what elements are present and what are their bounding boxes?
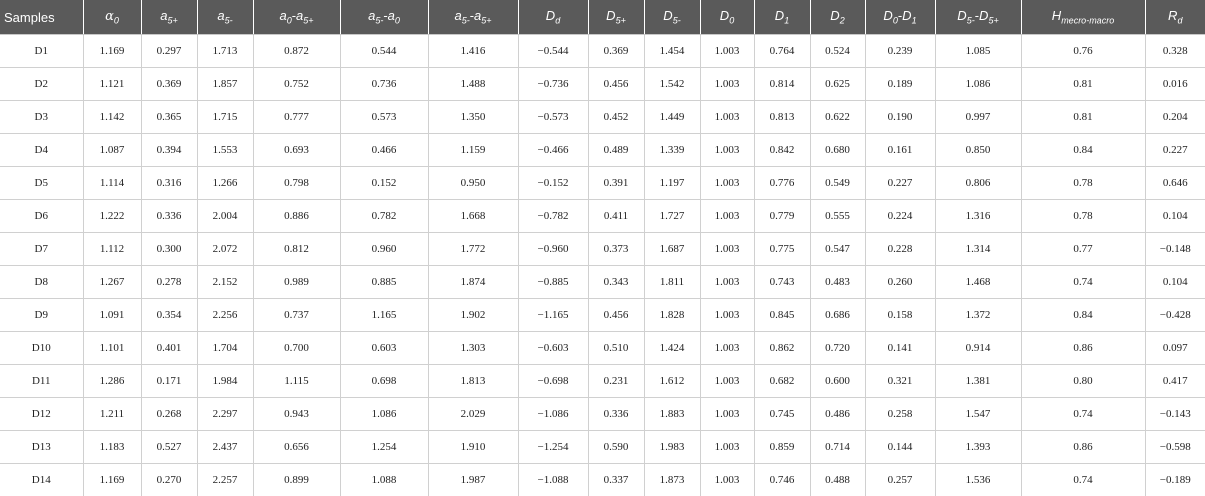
sample-label-cell: D3 (0, 101, 83, 134)
sample-label-cell: D11 (0, 365, 83, 398)
sample-label-cell: D7 (0, 233, 83, 266)
value-cell: 1.350 (428, 101, 518, 134)
value-cell: 1.086 (935, 68, 1021, 101)
value-cell: 1.547 (935, 398, 1021, 431)
value-cell: −1.086 (518, 398, 588, 431)
value-cell: 1.983 (644, 431, 700, 464)
value-cell: 0.573 (340, 101, 428, 134)
value-cell: 0.228 (865, 233, 935, 266)
value-cell: 0.736 (340, 68, 428, 101)
value-cell: 0.365 (141, 101, 197, 134)
column-header: $a_{5-}-a_{5+}$ (428, 0, 518, 35)
value-cell: −0.782 (518, 200, 588, 233)
value-cell: 0.456 (588, 299, 644, 332)
value-cell: 2.072 (197, 233, 253, 266)
value-cell: 1.339 (644, 134, 700, 167)
value-cell: −0.885 (518, 266, 588, 299)
column-header: $D_1$ (754, 0, 810, 35)
value-cell: 0.270 (141, 464, 197, 496)
value-cell: 0.646 (1145, 167, 1205, 200)
value-cell: 1.165 (340, 299, 428, 332)
value-cell: 0.456 (588, 68, 644, 101)
column-header: $a_{5-}$ (197, 0, 253, 35)
value-cell: 1.159 (428, 134, 518, 167)
value-cell: 0.394 (141, 134, 197, 167)
value-cell: 0.524 (810, 35, 865, 68)
value-cell: 0.239 (865, 35, 935, 68)
value-cell: 1.553 (197, 134, 253, 167)
value-cell: 0.158 (865, 299, 935, 332)
value-cell: 0.752 (253, 68, 340, 101)
value-cell: 0.336 (141, 200, 197, 233)
value-cell: 0.842 (754, 134, 810, 167)
sample-label-cell: D1 (0, 35, 83, 68)
value-cell: 0.680 (810, 134, 865, 167)
value-cell: 0.316 (141, 167, 197, 200)
value-cell: 0.81 (1021, 68, 1145, 101)
table-header-row (0, 0, 1205, 35)
value-cell: −0.603 (518, 332, 588, 365)
value-cell: −0.466 (518, 134, 588, 167)
value-cell: 0.590 (588, 431, 644, 464)
value-cell: 1.987 (428, 464, 518, 496)
value-cell: 0.80 (1021, 365, 1145, 398)
value-cell: 1.142 (83, 101, 141, 134)
sample-label-cell: D5 (0, 167, 83, 200)
sample-label-cell: D4 (0, 134, 83, 167)
table-row (0, 167, 1205, 200)
value-cell: 1.003 (700, 200, 754, 233)
column-header: $R_d$ (1145, 0, 1205, 35)
value-cell: 1.183 (83, 431, 141, 464)
value-cell: 0.016 (1145, 68, 1205, 101)
table-body (0, 35, 1205, 496)
table-row (0, 134, 1205, 167)
value-cell: 1.314 (935, 233, 1021, 266)
column-header: $a_0-a_{5+}$ (253, 0, 340, 35)
value-cell: 1.254 (340, 431, 428, 464)
value-cell: 0.603 (340, 332, 428, 365)
value-cell: −0.143 (1145, 398, 1205, 431)
value-cell: 0.411 (588, 200, 644, 233)
value-cell: 0.950 (428, 167, 518, 200)
table-row (0, 299, 1205, 332)
value-cell: 2.256 (197, 299, 253, 332)
value-cell: −0.189 (1145, 464, 1205, 496)
value-cell: 0.258 (865, 398, 935, 431)
value-cell: 1.612 (644, 365, 700, 398)
value-cell: 1.266 (197, 167, 253, 200)
value-cell: 0.104 (1145, 200, 1205, 233)
value-cell: 0.625 (810, 68, 865, 101)
value-cell: 0.257 (865, 464, 935, 496)
value-cell: 0.77 (1021, 233, 1145, 266)
table-row (0, 266, 1205, 299)
value-cell: 1.085 (935, 35, 1021, 68)
value-cell: 1.003 (700, 464, 754, 496)
value-cell: −0.428 (1145, 299, 1205, 332)
sample-label-cell: D13 (0, 431, 83, 464)
table-row (0, 101, 1205, 134)
value-cell: 2.297 (197, 398, 253, 431)
value-cell: 2.029 (428, 398, 518, 431)
value-cell: 1.488 (428, 68, 518, 101)
value-cell: 0.764 (754, 35, 810, 68)
value-cell: 1.115 (253, 365, 340, 398)
value-cell: 0.321 (865, 365, 935, 398)
value-cell: 0.850 (935, 134, 1021, 167)
value-cell: 1.468 (935, 266, 1021, 299)
value-cell: 0.746 (754, 464, 810, 496)
value-cell: 1.003 (700, 365, 754, 398)
value-cell: 2.257 (197, 464, 253, 496)
value-cell: 0.224 (865, 200, 935, 233)
value-cell: 0.700 (253, 332, 340, 365)
value-cell: 0.489 (588, 134, 644, 167)
value-cell: 1.772 (428, 233, 518, 266)
value-cell: 1.542 (644, 68, 700, 101)
value-cell: 1.197 (644, 167, 700, 200)
value-cell: 1.303 (428, 332, 518, 365)
value-cell: 2.004 (197, 200, 253, 233)
value-cell: 0.745 (754, 398, 810, 431)
value-cell: 1.003 (700, 398, 754, 431)
value-cell: 0.74 (1021, 398, 1145, 431)
value-cell: 0.343 (588, 266, 644, 299)
table-row (0, 332, 1205, 365)
value-cell: 0.989 (253, 266, 340, 299)
value-cell: 0.720 (810, 332, 865, 365)
value-cell: 1.003 (700, 68, 754, 101)
value-cell: 0.189 (865, 68, 935, 101)
value-cell: 0.486 (810, 398, 865, 431)
value-cell: 0.622 (810, 101, 865, 134)
value-cell: 1.416 (428, 35, 518, 68)
value-cell: −0.698 (518, 365, 588, 398)
value-cell: 0.81 (1021, 101, 1145, 134)
value-cell: −0.152 (518, 167, 588, 200)
value-cell: 0.74 (1021, 464, 1145, 496)
value-cell: 0.097 (1145, 332, 1205, 365)
table-row (0, 365, 1205, 398)
value-cell: 1.169 (83, 35, 141, 68)
value-cell: 0.872 (253, 35, 340, 68)
value-cell: 1.704 (197, 332, 253, 365)
column-header: $D_0$ (700, 0, 754, 35)
value-cell: 0.547 (810, 233, 865, 266)
sample-label-cell: D14 (0, 464, 83, 496)
value-cell: 1.169 (83, 464, 141, 496)
value-cell: 1.811 (644, 266, 700, 299)
value-cell: 0.336 (588, 398, 644, 431)
value-cell: 1.003 (700, 167, 754, 200)
value-cell: 0.806 (935, 167, 1021, 200)
value-cell: 0.777 (253, 101, 340, 134)
value-cell: 0.814 (754, 68, 810, 101)
value-cell: 0.204 (1145, 101, 1205, 134)
value-cell: 0.555 (810, 200, 865, 233)
value-cell: −1.165 (518, 299, 588, 332)
value-cell: 1.873 (644, 464, 700, 496)
column-header: $\alpha_0$ (83, 0, 141, 35)
value-cell: 0.190 (865, 101, 935, 134)
value-cell: 1.381 (935, 365, 1021, 398)
value-cell: 0.104 (1145, 266, 1205, 299)
sample-label-cell: D2 (0, 68, 83, 101)
value-cell: −0.736 (518, 68, 588, 101)
value-cell: 2.437 (197, 431, 253, 464)
value-cell: 0.693 (253, 134, 340, 167)
value-cell: 1.454 (644, 35, 700, 68)
value-cell: 1.316 (935, 200, 1021, 233)
value-cell: 1.267 (83, 266, 141, 299)
value-cell: 1.112 (83, 233, 141, 266)
value-cell: 1.286 (83, 365, 141, 398)
value-cell: 0.161 (865, 134, 935, 167)
value-cell: 0.401 (141, 332, 197, 365)
value-cell: 0.488 (810, 464, 865, 496)
value-cell: 0.227 (865, 167, 935, 200)
table-row (0, 431, 1205, 464)
value-cell: −0.573 (518, 101, 588, 134)
value-cell: 0.78 (1021, 200, 1145, 233)
value-cell: 0.943 (253, 398, 340, 431)
value-cell: 0.417 (1145, 365, 1205, 398)
value-cell: 1.121 (83, 68, 141, 101)
value-cell: 1.003 (700, 101, 754, 134)
value-cell: 1.874 (428, 266, 518, 299)
value-cell: 0.144 (865, 431, 935, 464)
value-cell: 0.297 (141, 35, 197, 68)
value-cell: 0.84 (1021, 134, 1145, 167)
value-cell: 1.902 (428, 299, 518, 332)
value-cell: 0.845 (754, 299, 810, 332)
value-cell: 1.713 (197, 35, 253, 68)
value-cell: −1.254 (518, 431, 588, 464)
value-cell: −1.088 (518, 464, 588, 496)
table-row (0, 35, 1205, 68)
column-header: $H_{mecro-macro}$ (1021, 0, 1145, 35)
value-cell: 1.003 (700, 233, 754, 266)
value-cell: 1.003 (700, 431, 754, 464)
column-header: Samples (0, 0, 83, 35)
column-header: $D_0-D_1$ (865, 0, 935, 35)
value-cell: 1.687 (644, 233, 700, 266)
table-row (0, 68, 1205, 101)
value-cell: 0.656 (253, 431, 340, 464)
value-cell: 0.483 (810, 266, 865, 299)
column-header: $a_{5-}-a_0$ (340, 0, 428, 35)
value-cell: −0.148 (1145, 233, 1205, 266)
value-cell: 1.715 (197, 101, 253, 134)
value-cell: 1.003 (700, 134, 754, 167)
value-cell: 1.813 (428, 365, 518, 398)
value-cell: 0.775 (754, 233, 810, 266)
column-header: $D_2$ (810, 0, 865, 35)
value-cell: 1.910 (428, 431, 518, 464)
column-header: $D_{5+}$ (588, 0, 644, 35)
value-cell: 1.101 (83, 332, 141, 365)
value-cell: 1.857 (197, 68, 253, 101)
value-cell: 1.003 (700, 35, 754, 68)
value-cell: 1.086 (340, 398, 428, 431)
value-cell: 0.268 (141, 398, 197, 431)
value-cell: 0.171 (141, 365, 197, 398)
value-cell: 1.091 (83, 299, 141, 332)
value-cell: 1.003 (700, 299, 754, 332)
table-row (0, 398, 1205, 431)
value-cell: 0.686 (810, 299, 865, 332)
value-cell: 0.885 (340, 266, 428, 299)
value-cell: 0.682 (754, 365, 810, 398)
value-cell: 0.300 (141, 233, 197, 266)
value-cell: 0.813 (754, 101, 810, 134)
value-cell: 0.391 (588, 167, 644, 200)
value-cell: 0.812 (253, 233, 340, 266)
value-cell: −0.960 (518, 233, 588, 266)
sample-label-cell: D12 (0, 398, 83, 431)
value-cell: 0.74 (1021, 266, 1145, 299)
value-cell: 1.727 (644, 200, 700, 233)
value-cell: 1.003 (700, 332, 754, 365)
value-cell: 0.84 (1021, 299, 1145, 332)
column-header: $D_d$ (518, 0, 588, 35)
value-cell: 0.260 (865, 266, 935, 299)
value-cell: 0.337 (588, 464, 644, 496)
table-row (0, 233, 1205, 266)
value-cell: 1.449 (644, 101, 700, 134)
value-cell: 0.914 (935, 332, 1021, 365)
value-cell: 0.737 (253, 299, 340, 332)
value-cell: 1.536 (935, 464, 1021, 496)
column-header: $D_{5-}$ (644, 0, 700, 35)
value-cell: 1.211 (83, 398, 141, 431)
value-cell: 0.859 (754, 431, 810, 464)
value-cell: 0.369 (588, 35, 644, 68)
value-cell: 0.743 (754, 266, 810, 299)
value-cell: 0.141 (865, 332, 935, 365)
value-cell: 0.86 (1021, 332, 1145, 365)
sample-label-cell: D10 (0, 332, 83, 365)
value-cell: 0.369 (141, 68, 197, 101)
value-cell: 0.544 (340, 35, 428, 68)
value-cell: 0.152 (340, 167, 428, 200)
value-cell: 0.227 (1145, 134, 1205, 167)
sample-label-cell: D6 (0, 200, 83, 233)
column-header: $D_{5-}-D_{5+}$ (935, 0, 1021, 35)
value-cell: 0.600 (810, 365, 865, 398)
value-cell: 0.798 (253, 167, 340, 200)
table-row (0, 464, 1205, 496)
sample-label-cell: D8 (0, 266, 83, 299)
value-cell: 0.452 (588, 101, 644, 134)
value-cell: 0.510 (588, 332, 644, 365)
value-cell: 0.698 (340, 365, 428, 398)
value-cell: 0.886 (253, 200, 340, 233)
value-cell: 1.222 (83, 200, 141, 233)
value-cell: −0.598 (1145, 431, 1205, 464)
value-cell: 1.883 (644, 398, 700, 431)
value-cell: 1.088 (340, 464, 428, 496)
value-cell: 0.278 (141, 266, 197, 299)
sample-label-cell: D9 (0, 299, 83, 332)
value-cell: −0.544 (518, 35, 588, 68)
value-cell: 0.776 (754, 167, 810, 200)
value-cell: 0.899 (253, 464, 340, 496)
value-cell: 0.997 (935, 101, 1021, 134)
value-cell: 1.087 (83, 134, 141, 167)
value-cell: 1.393 (935, 431, 1021, 464)
value-cell: 0.466 (340, 134, 428, 167)
value-cell: 0.862 (754, 332, 810, 365)
value-cell: 0.960 (340, 233, 428, 266)
value-cell: 1.984 (197, 365, 253, 398)
value-cell: 0.549 (810, 167, 865, 200)
value-cell: 0.78 (1021, 167, 1145, 200)
value-cell: 0.328 (1145, 35, 1205, 68)
value-cell: 0.231 (588, 365, 644, 398)
value-cell: 0.527 (141, 431, 197, 464)
table-row (0, 200, 1205, 233)
value-cell: 1.424 (644, 332, 700, 365)
value-cell: 1.372 (935, 299, 1021, 332)
value-cell: 0.714 (810, 431, 865, 464)
value-cell: 1.003 (700, 266, 754, 299)
value-cell: 0.779 (754, 200, 810, 233)
value-cell: 1.828 (644, 299, 700, 332)
column-header: $a_{5+}$ (141, 0, 197, 35)
value-cell: 0.86 (1021, 431, 1145, 464)
value-cell: 0.354 (141, 299, 197, 332)
value-cell: 0.76 (1021, 35, 1145, 68)
value-cell: 0.782 (340, 200, 428, 233)
value-cell: 1.668 (428, 200, 518, 233)
value-cell: 1.114 (83, 167, 141, 200)
value-cell: 0.373 (588, 233, 644, 266)
value-cell: 2.152 (197, 266, 253, 299)
